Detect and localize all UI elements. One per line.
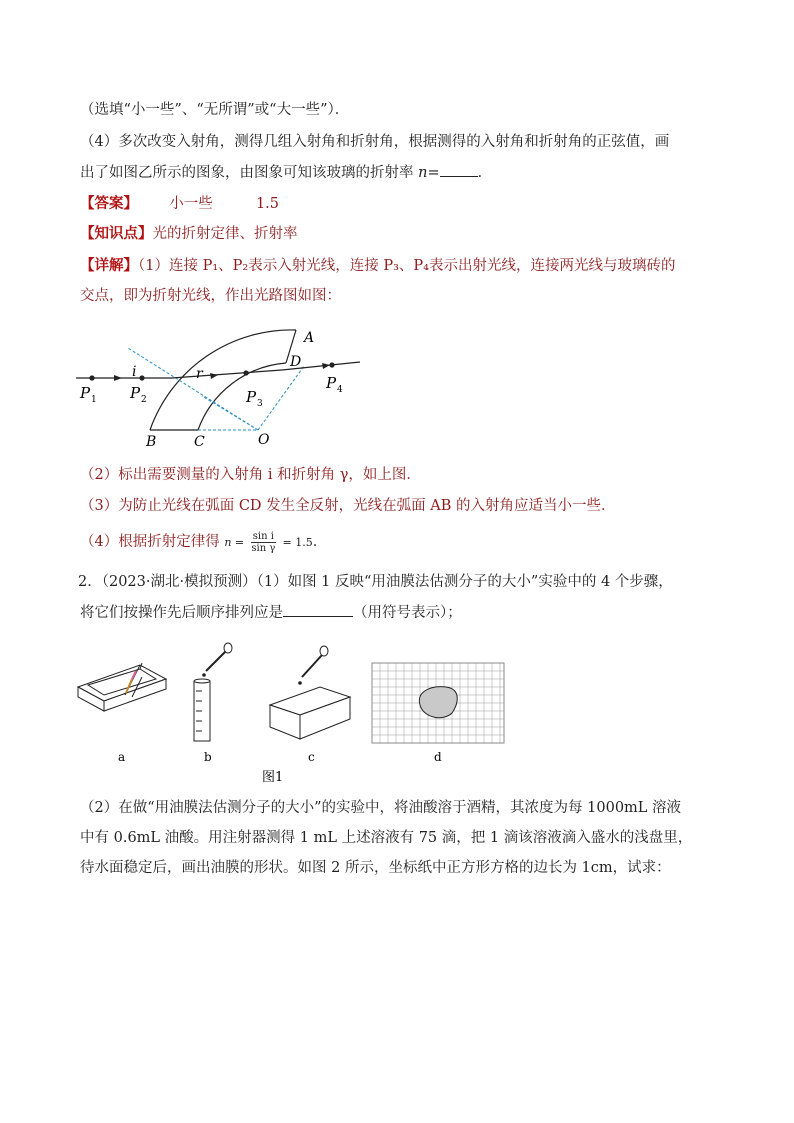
q1-part4-line1: （4）多次改变入射角，测得几组入射角和折射角，根据测得的入射角和折射角的正弦值，画 bbox=[80, 134, 670, 150]
step-a-tray bbox=[78, 663, 166, 711]
svg-text:2: 2 bbox=[141, 395, 147, 405]
step-c-tray bbox=[270, 646, 350, 739]
svg-text:A: A bbox=[304, 330, 315, 346]
detail-line-1 bbox=[80, 256, 675, 276]
detail-text-1: （1）连接 P₁、P₂表示入射光线，连接 P₃、P₄表示出射光线，连接两光线与玻璃砖的 bbox=[138, 258, 676, 274]
formula-denominator: sin γ bbox=[251, 542, 276, 554]
q1-option-line: （选填“小一些”、“无所谓”或“大一些”）． bbox=[80, 102, 350, 118]
q2-para-3: 待水面稳定后，画出油膜的形状。如图 2 所示，坐标纸中正方形方格的边长为 1cm，试求： bbox=[80, 860, 671, 876]
svg-text:P: P bbox=[80, 384, 91, 402]
svg-text:i: i bbox=[132, 364, 137, 380]
q2-para-2: 中有 0.6mL 油酸。用注射器测得 1 mL 上述溶液有 75 滴，把 1 滴该溶液滴入盛水的浅盘里， bbox=[80, 830, 693, 846]
answer-1: 小一些 bbox=[169, 196, 213, 212]
detail-tag: 【详解】 bbox=[80, 257, 138, 274]
svg-text:r: r bbox=[196, 366, 203, 382]
svg-text:P: P bbox=[246, 388, 257, 406]
formula-n: n = bbox=[224, 536, 245, 549]
q1-part4-text: 出了如图乙所示的图象，由图象可知该玻璃的折射率 bbox=[80, 165, 419, 181]
period: ． bbox=[477, 165, 493, 181]
step-2: （2）标出需要测量的入射角 i 和折射角 γ，如上图． bbox=[80, 467, 421, 483]
q2-line2-end: （用符号表示）； bbox=[353, 605, 462, 621]
step-b-cylinder bbox=[194, 643, 232, 741]
step-4-text: （4）根据折射定律得 bbox=[80, 534, 225, 550]
formula-numerator: sin i bbox=[252, 530, 274, 542]
q2-line2 bbox=[80, 602, 462, 623]
formula-fraction bbox=[251, 531, 276, 554]
q1-part4-line2 bbox=[80, 162, 492, 183]
svg-text:D: D bbox=[290, 354, 302, 370]
svg-text:P: P bbox=[326, 374, 337, 392]
q2-line2-text: 将它们按操作先后顺序排列应是 bbox=[80, 605, 283, 621]
order-blank bbox=[283, 602, 353, 617]
knowledge-text: 光的折射定律、折射率 bbox=[152, 226, 298, 242]
equals-sign: = bbox=[427, 165, 440, 181]
knowledge-tag: 【知识点】 bbox=[80, 225, 153, 242]
answer-line bbox=[80, 194, 279, 214]
knowledge-line bbox=[80, 224, 298, 244]
svg-text:O: O bbox=[258, 432, 270, 448]
answer-tag: 【答案】 bbox=[80, 195, 138, 212]
label-c: c bbox=[308, 750, 315, 764]
q2-para-1: （2）在做“用油膜法估测分子的大小”的实验中，将油酸溶于酒精，其浓度为每 1000mL 溶液 bbox=[80, 800, 682, 816]
figure-caption: 图1 bbox=[262, 770, 284, 785]
svg-text:1: 1 bbox=[91, 395, 97, 405]
svg-text:C: C bbox=[194, 434, 205, 450]
step-4 bbox=[80, 527, 327, 558]
answer-blank bbox=[440, 162, 478, 177]
period: ． bbox=[312, 534, 328, 550]
label-a: a bbox=[118, 750, 126, 764]
figure-1-steps bbox=[70, 635, 510, 785]
step-3: （3）为防止光线在弧面 CD 发生全反射，光线在弧面 AB 的入射角应适当小一些． bbox=[80, 498, 616, 514]
svg-text:P: P bbox=[130, 384, 141, 402]
svg-text:B: B bbox=[146, 434, 157, 450]
label-d: d bbox=[434, 750, 442, 764]
q2-header: 2．（2023·湖北·模拟预测）（1）如图 1 反映“用油膜法估测分子的大小”实验中的 4 个步骤， bbox=[78, 574, 673, 590]
detail-line-2: 交点，即为折射光线，作出光路图如图： bbox=[80, 288, 341, 304]
var-n: n bbox=[418, 165, 428, 181]
svg-text:3: 3 bbox=[257, 399, 263, 409]
refraction-diagram bbox=[70, 318, 370, 453]
formula-result: = 1.5 bbox=[282, 536, 313, 549]
label-b: b bbox=[204, 750, 212, 764]
svg-text:4: 4 bbox=[337, 385, 343, 395]
answer-2: 1.5 bbox=[255, 196, 279, 212]
step-d-grid bbox=[372, 663, 504, 743]
